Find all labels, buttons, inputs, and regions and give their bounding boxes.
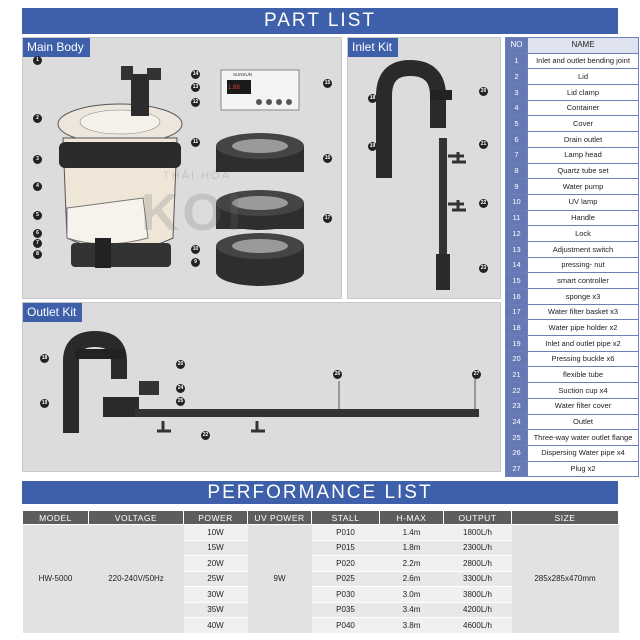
part-row xyxy=(506,210,639,226)
watermark-big: KOI xyxy=(141,184,246,242)
main-body-illustration xyxy=(23,38,343,300)
perf-output: 2800L/h xyxy=(444,556,512,572)
part-row xyxy=(506,398,639,414)
part-no: 20 xyxy=(506,351,528,367)
callout-13: 13 xyxy=(192,84,199,90)
part-no: 25 xyxy=(506,430,528,446)
callout-6: 6 xyxy=(33,229,42,238)
perf-stall: P025 xyxy=(312,571,380,587)
outlet-kit-title: Outlet Kit xyxy=(23,303,82,322)
part-name: UV lamp xyxy=(528,194,639,210)
part-no: 27 xyxy=(506,461,528,477)
part-no: 5 xyxy=(506,116,528,132)
part-name: Quartz tube set xyxy=(528,163,639,179)
part-row xyxy=(506,461,639,477)
perf-hmax: 2.6m xyxy=(380,571,444,587)
perf-power: 30W xyxy=(184,587,248,603)
main-body-title: Main Body xyxy=(23,38,90,57)
callout-17: 17 xyxy=(324,215,331,221)
callout-14: 14 xyxy=(192,71,199,77)
part-name: Lock xyxy=(528,226,639,242)
callout-15: 15 xyxy=(324,80,331,86)
callout-inlet-23: 23 xyxy=(480,265,487,271)
perf-hmax: 3.4m xyxy=(380,602,444,618)
callout-8: 8 xyxy=(33,250,42,259)
part-no: 8 xyxy=(506,163,528,179)
callout-inlet-21: 21 xyxy=(480,141,487,147)
part-row xyxy=(506,147,639,163)
part-list-table xyxy=(505,37,639,477)
col-name: NAME xyxy=(528,38,639,54)
part-name: smart controller xyxy=(528,273,639,289)
perf-power: 25W xyxy=(184,571,248,587)
callout-outlet-22: 22 xyxy=(202,432,209,438)
perf-stall: P030 xyxy=(312,587,380,603)
part-no: 6 xyxy=(506,132,528,148)
perf-col-header: SIZE xyxy=(512,511,619,525)
callout-12: 12 xyxy=(192,99,199,105)
perf-output: 3300L/h xyxy=(444,571,512,587)
part-row xyxy=(506,69,639,85)
part-name: Lid clamp xyxy=(528,85,639,101)
part-name: Dispersing Water pipe x4 xyxy=(528,445,639,461)
inlet-kit-panel xyxy=(347,37,501,299)
part-no: 12 xyxy=(506,226,528,242)
part-row xyxy=(506,336,639,352)
part-no: 18 xyxy=(506,320,528,336)
part-row xyxy=(506,383,639,399)
part-no: 26 xyxy=(506,445,528,461)
part-name: Pressing buckle x6 xyxy=(528,351,639,367)
perf-power: 20W xyxy=(184,556,248,572)
part-no: 19 xyxy=(506,336,528,352)
part-row xyxy=(506,445,639,461)
part-no: 16 xyxy=(506,289,528,305)
callout-11: 11 xyxy=(192,139,199,145)
main-body-panel xyxy=(22,37,342,299)
outlet-kit-panel xyxy=(22,302,501,472)
perf-power: 35W xyxy=(184,602,248,618)
performance-table xyxy=(22,510,619,634)
callout-5: 5 xyxy=(33,211,42,220)
perf-col-header: VOLTAGE xyxy=(89,511,184,525)
part-row xyxy=(506,367,639,383)
perf-output: 4200L/h xyxy=(444,602,512,618)
perf-hmax: 3.8m xyxy=(380,618,444,634)
perf-output: 1800L/h xyxy=(444,525,512,541)
perf-hmax: 3.0m xyxy=(380,587,444,603)
part-row xyxy=(506,273,639,289)
part-row xyxy=(506,132,639,148)
part-no: 1 xyxy=(506,53,528,69)
perf-uv-power: 9W xyxy=(248,525,312,634)
callout-4: 4 xyxy=(33,182,42,191)
part-no: 11 xyxy=(506,210,528,226)
part-name: Three-way water outlet flange xyxy=(528,430,639,446)
part-name: Water pipe holder x2 xyxy=(528,320,639,336)
part-name: Cover xyxy=(528,116,639,132)
perf-model: HW-5000 xyxy=(23,525,89,634)
callout-1: 1 xyxy=(33,56,42,65)
perf-power: 15W xyxy=(184,540,248,556)
perf-col-header: OUTPUT xyxy=(444,511,512,525)
watermark-small: THẢI HÒA xyxy=(163,170,231,182)
callout-inlet-18: 18 xyxy=(369,95,376,101)
perf-stall: P015 xyxy=(312,540,380,556)
part-row xyxy=(506,116,639,132)
perf-power: 40W xyxy=(184,618,248,634)
perf-voltage: 220-240V/50Hz xyxy=(89,525,184,634)
part-name: Water filter basket x3 xyxy=(528,304,639,320)
callout-inlet-22: 22 xyxy=(480,200,487,206)
part-name: Outlet xyxy=(528,414,639,430)
perf-stall: P040 xyxy=(312,618,380,634)
part-row xyxy=(506,414,639,430)
callout-outlet-24: 24 xyxy=(177,385,184,391)
part-no: 7 xyxy=(506,147,528,163)
part-no: 2 xyxy=(506,69,528,85)
inlet-kit-title: Inlet Kit xyxy=(348,38,398,57)
performance-list-title: PERFORMANCE LIST xyxy=(22,481,618,504)
perf-hmax: 1.8m xyxy=(380,540,444,556)
part-no: 9 xyxy=(506,179,528,195)
callout-3: 3 xyxy=(33,155,42,164)
inlet-kit-illustration xyxy=(348,38,502,300)
perf-power: 10W xyxy=(184,525,248,541)
part-name: sponge x3 xyxy=(528,289,639,305)
callout-16: 16 xyxy=(324,155,331,161)
part-name: Lamp head xyxy=(528,147,639,163)
callout-outlet-18: 18 xyxy=(41,355,48,361)
part-no: 10 xyxy=(506,194,528,210)
perf-hmax: 1.4m xyxy=(380,525,444,541)
part-name: Inlet and outlet pipe x2 xyxy=(528,336,639,352)
part-name: Lid xyxy=(528,69,639,85)
part-row xyxy=(506,289,639,305)
part-row xyxy=(506,85,639,101)
part-row xyxy=(506,430,639,446)
perf-col-header: MODEL xyxy=(23,511,89,525)
part-row xyxy=(506,320,639,336)
part-name: Handle xyxy=(528,210,639,226)
part-row xyxy=(506,194,639,210)
callout-inlet-19: 19 xyxy=(369,143,376,149)
controller-display: 1.88 xyxy=(228,85,240,91)
part-name: flexible tube xyxy=(528,367,639,383)
callout-outlet-25: 25 xyxy=(177,398,184,404)
part-no: 23 xyxy=(506,398,528,414)
part-name: Container xyxy=(528,100,639,116)
part-row xyxy=(506,241,639,257)
part-name: Plug x2 xyxy=(528,461,639,477)
perf-col-header: H-MAX xyxy=(380,511,444,525)
perf-hmax: 2.2m xyxy=(380,556,444,572)
perf-output: 2300L/h xyxy=(444,540,512,556)
part-list-header xyxy=(506,38,639,54)
part-no: 24 xyxy=(506,414,528,430)
callout-outlet-19: 19 xyxy=(41,400,48,406)
part-row xyxy=(506,179,639,195)
part-no: 21 xyxy=(506,367,528,383)
perf-stall: P020 xyxy=(312,556,380,572)
callout-outlet-27: 27 xyxy=(473,371,480,377)
perf-output: 4600L/h xyxy=(444,618,512,634)
part-name: Water pump xyxy=(528,179,639,195)
part-no: 17 xyxy=(506,304,528,320)
performance-body xyxy=(23,525,619,634)
part-no: 4 xyxy=(506,100,528,116)
part-row xyxy=(506,304,639,320)
perf-col-header: UV POWER xyxy=(248,511,312,525)
outlet-kit-illustration xyxy=(23,303,502,473)
perf-output: 3800L/h xyxy=(444,587,512,603)
part-row xyxy=(506,53,639,69)
callout-2: 2 xyxy=(33,114,42,123)
callout-9: 9 xyxy=(191,258,200,267)
perf-col-header: STALL xyxy=(312,511,380,525)
callout-inlet-20: 20 xyxy=(480,88,487,94)
perf-stall: P010 xyxy=(312,525,380,541)
perf-size: 285x285x470mm xyxy=(512,525,619,634)
callout-outlet-20: 20 xyxy=(177,361,184,367)
part-no: 14 xyxy=(506,257,528,273)
part-row xyxy=(506,257,639,273)
perf-col-header: POWER xyxy=(184,511,248,525)
callout-7: 7 xyxy=(33,239,42,248)
part-name: Suction cup x4 xyxy=(528,383,639,399)
part-no: 15 xyxy=(506,273,528,289)
part-name: Water filter cover xyxy=(528,398,639,414)
callout-10: 10 xyxy=(192,246,199,252)
part-row xyxy=(506,100,639,116)
part-name: Drain outlet xyxy=(528,132,639,148)
part-row xyxy=(506,226,639,242)
part-no: 3 xyxy=(506,85,528,101)
part-list-title: PART LIST xyxy=(22,8,618,34)
part-row xyxy=(506,351,639,367)
perf-row xyxy=(23,525,619,541)
part-name: Adjustment switch xyxy=(528,241,639,257)
part-list-body xyxy=(506,53,639,477)
part-name: pressing- nut xyxy=(528,257,639,273)
col-no: NO xyxy=(506,38,528,54)
part-name: Inlet and outlet bending joint xyxy=(528,53,639,69)
performance-header xyxy=(23,511,619,525)
callout-outlet-26: 26 xyxy=(334,371,341,377)
perf-stall: P035 xyxy=(312,602,380,618)
controller-brand: SUNSUN xyxy=(233,72,253,77)
part-no: 22 xyxy=(506,383,528,399)
part-row xyxy=(506,163,639,179)
part-no: 13 xyxy=(506,241,528,257)
